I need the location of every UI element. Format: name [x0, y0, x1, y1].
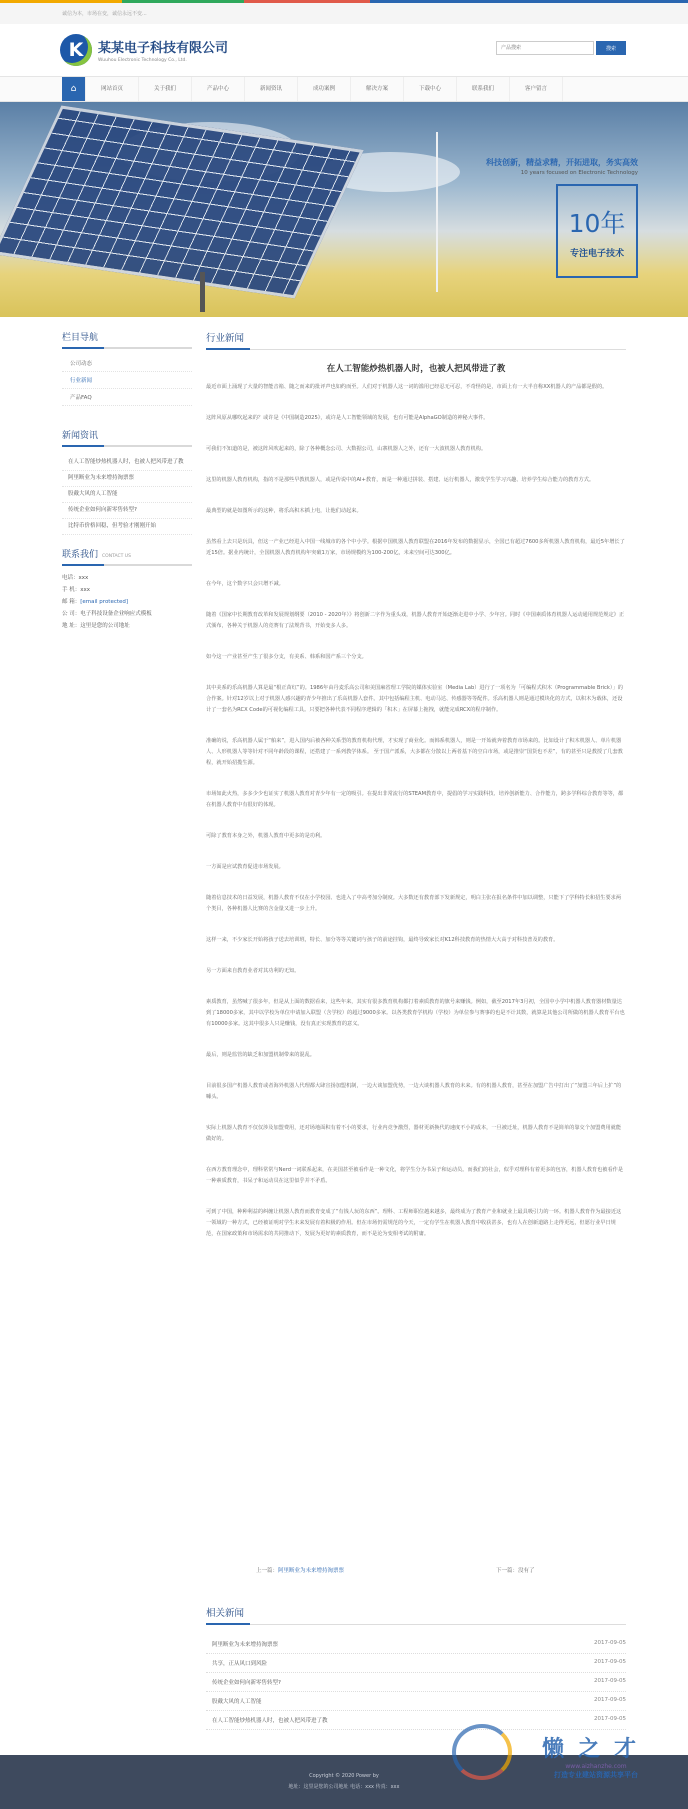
- company-name: 某某电子科技有限公司: [98, 41, 229, 56]
- table-row[interactable]: [206, 1692, 626, 1711]
- banner-slogan-cn: 科技创新，精益求精，开拓进取，务实高效: [486, 158, 638, 167]
- article-title: 在人工智能炒热机器人时，也被人把风带进了教: [326, 364, 506, 374]
- next-article: 下一篇：没有了: [496, 1568, 535, 1574]
- footer-info: 地址：这里是您的公司地址 电话：xxx 传真：xxx: [288, 1784, 400, 1790]
- search-box: [496, 41, 626, 55]
- nav-item-home[interactable]: 网站首页: [86, 77, 139, 101]
- watermark-tagline: 打造专业建站资源共享平台: [553, 1771, 638, 1779]
- related-item-title[interactable]: 在人工智能炒热机器人时，也被人把风带进了教: [212, 1718, 328, 1724]
- contact-email-label: 邮 箱：: [62, 599, 81, 605]
- nav-item-solutions[interactable]: 解决方案: [351, 77, 404, 101]
- contact-info: [62, 572, 192, 632]
- prev-label: 上一篇：: [256, 1568, 279, 1574]
- article-paragraph: 随着《国家中长期教育改革和发展规划纲要（2010 - 2020年）》将创新二字作为重头戏，机器人教育开始逐渐走进中小学、少年宫。同时《中国素质体育机器人运动通用规范规定》正式颁布，各种关于机器人的竞赛有了法规背书，开始变多人多。: [206, 612, 625, 629]
- article-paragraph: 可除了教育本身之外，机器人教育中更多的是功利。: [206, 833, 326, 839]
- topbar-color-stripe: [0, 0, 370, 3]
- topbar: [0, 0, 688, 24]
- contact-phone: 电话：xxx: [62, 575, 89, 581]
- article-paragraph: 可到了中国，种种利益的纠缠让机器人教育而教育变成了“有钱人玩的东西”。理科、工程师职位越来越多，最终成为了教育产业和就业上最具吸引力的一环。机器人教育作为最接近这一领域的一种方式，已经被证明对学生未来发展有着积极的作用。但在市场仍需规范的今天，一定有学生在机器人教育中收获甚多，也有人在创新道路上走得更远，但愿行业早日规范，在国家政策和市场需求的共同推动下，发展为更好的素质教育，而不是沦为变相考试的附庸。: [206, 1209, 622, 1237]
- article-paragraph: 可我们不知道的是，被这阵风吹起来的，除了各种概念公司、大数据公司，山寨机器人之外，还有一大波机器人教育机构。: [206, 446, 487, 452]
- main-content: [206, 330, 626, 1260]
- article-paragraph: 在西方教育理念中，理科常常与Nerd一词联系起来，在美国甚至被看作是一种文化，将学生分为书呆子和运动员。而我们的社会，似乎对理科有着更多的包容，机器人教育也被看作是一种素质教育，书呆子和运动员在这里似乎并不矛盾。: [206, 1167, 624, 1184]
- article-paragraph: 最后，则是监管的缺乏和加盟机制带来的混乱。: [206, 1052, 315, 1058]
- related-list: [206, 1635, 626, 1730]
- article-body: [206, 382, 626, 1240]
- list-item[interactable]: 在人工智能炒热机器人时，也被人把风带进了教: [62, 455, 192, 471]
- article-paragraph: 其中美系的乐高机器人算是最“根正苗红”的。1986年由丹麦乐高公司和美国麻省理工学院的媒体实验室（Media Lab）进行了一项名为「可编程式积木（Programmable Brick）」的合作案。针对12岁以上对于机器人感兴趣的青少年推出了乐高机器人套件。其中包括编程主机、电动马达、传感器等等配件。乐高机器人则是通过模块化的方式，以积木为载体，还设计了一套名为RCX Code的可视化编程工具。只要把各种代表不同程序逻辑的「积木」在屏幕上拖拽，就能完成RCX的程序制作。: [206, 685, 623, 713]
- sidebar-item-company-news[interactable]: 公司动态: [62, 355, 192, 372]
- list-item[interactable]: 比特币价格回稳，但考验才刚刚开始: [62, 519, 192, 535]
- contact-email-link[interactable]: [email protected]: [80, 599, 129, 605]
- article-paragraph: 如今这一产业甚至产生了很多分支，有美系、韩系和国产系三个分支。: [206, 654, 367, 660]
- related-item-title[interactable]: 阿里断业为未来增持淘票票: [212, 1642, 279, 1648]
- nav-item-contact[interactable]: 联系我们: [457, 77, 510, 101]
- article-paragraph: 最近市面上涌现了大量的智能音箱、随之而来的批评声也如约而至。人们对于机器人这一词的滥用已经忍无可忍，不奇怪的是，市面上有一大半自称XX机器人的产品都是假的。: [206, 384, 608, 390]
- article-paragraph: 素质教育，虽然喊了很多年，但是从上面的数据看来，这些年来，其实有很多教育机构都打着素质教育的旗号来赚钱。例如，截至2017年3月初，全国中小学中机器人教育器材数量达到了18000多家，其中以学校为单位申请加入联盟（含学校）的超过9000多家。以各类教育学机构（学校）为单位参与赛事的也是不计其数，就算是其他公司所做的机器人教育平台也有10000多家。这其中很多人只是赚钱，没有真正实现教育的意义。: [206, 999, 625, 1027]
- table-row[interactable]: [206, 1673, 626, 1692]
- related-title: 相关新闻: [206, 1605, 626, 1625]
- years-number: 10年: [568, 209, 626, 238]
- article-paragraph: 这里的机器人教育机构，指的不是那些早教机器人，或是传说中的AI+教育，而是一种通过拼装、搭建、运行机器人，激发学生学习兴趣、培养学生综合能力的教育方式。: [206, 477, 595, 483]
- contact-mobile: 手 机：xxx: [62, 587, 91, 593]
- nav-item-news[interactable]: 新闻资讯: [245, 77, 298, 101]
- banner: [0, 102, 688, 317]
- list-item[interactable]: 股戴大风的人工智能: [62, 487, 192, 503]
- article-paragraph: 这样一来，不少家长开始将孩子送去培训班，特长、加分等等关键词与孩子的前途挂钩，最终导致家长对K12科技教育的热情大大高于对科技普及的教育。: [206, 937, 559, 943]
- years-badge: [556, 184, 638, 278]
- related-item-date: 2017-09-05: [594, 1640, 626, 1646]
- logo-icon: K: [60, 34, 92, 66]
- company-name-en: Wuuhou Electronic Technology Co., Ltd.: [98, 58, 187, 63]
- solar-panel-image: [0, 105, 364, 298]
- search-button[interactable]: 搜索: [596, 41, 626, 55]
- related-item-date: 2017-09-05: [594, 1697, 626, 1703]
- sidebar-news-title: 新闻资讯: [62, 428, 192, 447]
- main-nav: [0, 76, 688, 102]
- sidebar-news-list: [62, 455, 192, 535]
- banner-slogan: [486, 157, 638, 176]
- logo[interactable]: [60, 34, 228, 66]
- related-item-title[interactable]: 共享，正从风口到风险: [212, 1661, 268, 1667]
- list-item[interactable]: 阿里断业为未来增持淘票票: [62, 471, 192, 487]
- sidebar-nav: [62, 355, 192, 406]
- section-title: 行业新闻: [206, 330, 626, 350]
- wind-turbine-image: [436, 132, 438, 292]
- related-item-date: 2017-09-05: [594, 1716, 626, 1722]
- contact-address: 地 址：这里是您的公司地址: [62, 623, 130, 629]
- contact-company: 公 司：电子科技设备企业响应式模板: [62, 611, 152, 617]
- nav-item-cases[interactable]: 成功案例: [298, 77, 351, 101]
- prev-article-link[interactable]: 阿里断业为未来增持淘票票: [278, 1568, 345, 1574]
- related-item-date: 2017-09-05: [594, 1659, 626, 1665]
- related-item-title[interactable]: 传统企业如何向新零售转型?: [212, 1680, 281, 1686]
- table-row[interactable]: [206, 1654, 626, 1673]
- related-item-title[interactable]: 股戴大风的人工智能: [212, 1699, 262, 1705]
- sidebar-item-industry-news[interactable]: 行业新闻: [62, 372, 192, 389]
- article-paragraph: 这阵风原从哪吹起来的？或许是《中国制造2025》，或许是人工智能领域的发展，也有可能是AlphaGO制造的神秘大事件。: [206, 415, 489, 421]
- sidebar-item-faq[interactable]: 产品FAQ: [62, 389, 192, 406]
- watermark-logo-text: 懒之才: [541, 1737, 650, 1762]
- article-paragraph: 最典型的就是如图所示的这种，将乐高积木插上电，让他们动起来。: [206, 508, 362, 514]
- banner-slogan-en: 10 years focused on Electronic Technology: [520, 170, 638, 176]
- article-paragraph: 另一方面来自教育业者对其功利的无知。: [206, 968, 300, 974]
- years-text: 专注电子技术: [569, 249, 624, 259]
- contact-title-cn: 联系我们: [62, 550, 99, 560]
- nav-item-products[interactable]: 产品中心: [192, 77, 245, 101]
- sidebar-nav-title: 栏目导航: [62, 330, 192, 349]
- watermark-url: www.aizhanzhe.com: [565, 1763, 627, 1770]
- article-paragraph: 市场如此火热，多多少少也证实了机器人教育对青少年有一定的吸引。在提出非常流行的STEAM教育中，提倡的学习实践科技、培养创新能力、合作能力，跨多学科综合教育等等，都在机器人教育中有很好的体现。: [206, 791, 624, 808]
- article-paragraph: 虽然看上去只是玩具，但这一产业已经进入中国一线城市的各个中小学。根据中国机器人教育联盟在2016年发布的数据显示，全国已有超过7600多所机器人教育机构，最近5年增长了近15倍。据业内统计，全国机器人教育机构年突破1万家，市场规模约为100-200亿，未来空间可达300亿。: [206, 539, 625, 556]
- list-item[interactable]: 传统企业如何向新零售转型?: [62, 503, 192, 519]
- contact-email-row: [62, 596, 192, 608]
- sidebar: [62, 330, 192, 632]
- watermark: [542, 1732, 650, 1780]
- nav-item-about[interactable]: 关于我们: [139, 77, 192, 101]
- nav-home-icon[interactable]: ⌂: [62, 77, 86, 101]
- footer-copyright: Copyright © 2020 Power by: [309, 1773, 379, 1779]
- nav-item-feedback[interactable]: 客户留言: [510, 77, 563, 101]
- header: [0, 24, 688, 76]
- sidebar-contact-title: [62, 547, 192, 566]
- contact-title-en: CONTACT US: [102, 554, 131, 559]
- table-row[interactable]: [206, 1711, 626, 1730]
- article-paragraph: 在今年，这个数字只会只增不减。: [206, 581, 284, 587]
- prev-article: [256, 1566, 344, 1574]
- search-input[interactable]: [496, 41, 594, 55]
- watermark-logo-icon: [452, 1724, 512, 1780]
- article-paragraph: 目前很多国产机器人教育或者海外机器人代理都大肆宣扬加盟机制，一边大谈加盟优势，一边大谈机器人教育的未来。有的机器人教育，甚至在加盟广告中打出了“加盟三年后上扩”的噱头。: [206, 1083, 622, 1100]
- nav-item-downloads[interactable]: 下载中心: [404, 77, 457, 101]
- related-news: [206, 1605, 626, 1730]
- solar-panel-pole: [200, 272, 205, 312]
- topbar-slogan: 诚信为本，市场在变，诚信永远不变...: [62, 11, 147, 17]
- related-item-date: 2017-09-05: [594, 1678, 626, 1684]
- article-paragraph: 实际上机器人教育不仅仅涉及加盟费用，还对场地面积有着不小的要求，行业内竞争激烈，器材更新换代的速度不小的成本，一旦被迁址，机器人教育不是简单的靠交个加盟费用就能做好的。: [206, 1125, 622, 1142]
- article-paragraph: 准确的说，乐高机器人属于“舶来”，进入国内后被各种关系型的教育机构代理，才实现了商业化。而韩系机器人，则是一开始就奔着教育市场来的。比如设计了积木机器人、单片机器人、人形机器人等等针对不同年龄段的课程，还搭建了一系列教学体系。 至于国产派系，大多都在分散以上两者基下的空白市场，或是推崇“国货也不差”，有的甚至只是教授了几套教程，就开始招揽生源。: [206, 738, 623, 766]
- table-row[interactable]: [206, 1635, 626, 1654]
- article-paragraph: 随着信息技术的日益发展，机器人教育不仅在小学校园、也进入了中高考加分制度。大多数还有教育部下发新规定，明白主张在报名条件中加以调整，只能下了学科特长和招生要求两个类目，各种机器人比赛的含金量又进一步上升。: [206, 895, 622, 912]
- article-paragraph: 一方面是应试教育促进市场发展。: [206, 864, 284, 870]
